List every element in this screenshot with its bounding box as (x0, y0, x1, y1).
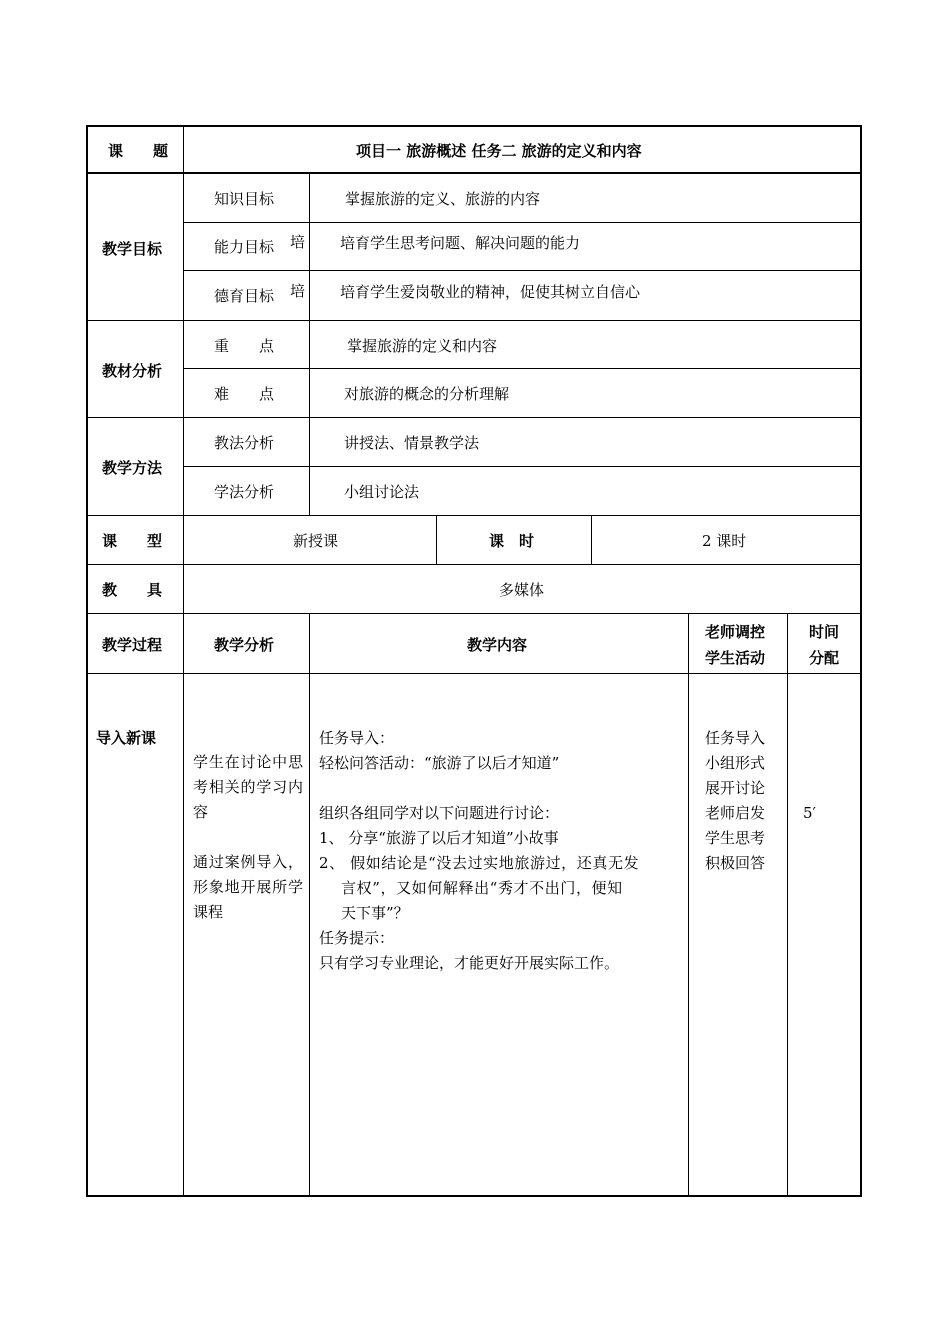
key-point-value: 掌握旅游的定义和内容 (347, 337, 498, 355)
material-label: 教材分析 (102, 362, 163, 380)
ability-goal-value: 培育学生思考问题、解决问题的能力 (340, 234, 581, 252)
ability-goal-stray: 培 (290, 233, 306, 251)
lesson-plan-table (86, 125, 862, 1197)
key-point-label: 重 点 (214, 337, 275, 355)
table-border-left (86, 125, 88, 1197)
content-line: 天下事”？ (341, 904, 409, 922)
goals-label: 教学目标 (102, 240, 163, 258)
lesson-hours-value: 2 课时 (702, 532, 747, 550)
content-line: 组织各组同学对以下问题进行讨论： (319, 804, 560, 822)
teaching-method-value: 讲授法、情景教学法 (344, 434, 480, 452)
activity-line: 积极回答 (705, 854, 766, 872)
row-divider (86, 673, 862, 674)
column-divider (436, 515, 437, 564)
activity-line: 展开讨论 (705, 779, 766, 797)
methods-label: 教学方法 (102, 459, 163, 477)
learning-method-value: 小组讨论法 (344, 483, 420, 501)
row-divider (183, 368, 862, 369)
process-col-analysis: 教学分析 (214, 636, 275, 654)
moral-goal-label: 德育目标 (214, 287, 275, 305)
row-divider (183, 466, 862, 467)
table-border-top (86, 125, 862, 127)
process-col-activity-2: 学生活动 (705, 649, 766, 667)
column-divider (309, 613, 310, 1197)
lesson-type-value: 新授课 (293, 532, 339, 550)
row-divider (183, 270, 862, 271)
process-col-activity-1: 老师调控 (705, 623, 766, 641)
column-divider (183, 125, 184, 1197)
content-line: 言权”，又如何解释出“秀才不出门，便知 (341, 879, 623, 897)
row-divider (86, 515, 862, 516)
process-col-time-1: 时间 (809, 623, 840, 641)
activity-line: 任务导入 (705, 729, 766, 747)
intro-analysis-2: 通过案例导入，形象地开展所学课程 (193, 853, 303, 921)
knowledge-goal-value: 掌握旅游的定义、旅游的内容 (345, 190, 541, 208)
content-line: 2、 假如结论是“没去过实地旅游过，还真无发 (319, 854, 640, 872)
topic-value: 项目一 旅游概述 任务二 旅游的定义和内容 (356, 142, 642, 160)
row-divider (86, 564, 862, 565)
activity-line: 老师启发 (705, 804, 766, 822)
moral-goal-value: 培育学生爱岗敬业的精神，促使其树立自信心 (340, 283, 641, 301)
column-divider (787, 613, 788, 1197)
row-divider (86, 417, 862, 418)
learning-method-label: 学法分析 (214, 483, 275, 501)
column-divider (309, 173, 310, 515)
column-divider (688, 613, 689, 1197)
tools-value: 多媒体 (499, 581, 545, 599)
intro-analysis-1: 学生在讨论中思考相关的学习内容 (193, 753, 303, 821)
content-line: 任务导入： (319, 729, 395, 747)
table-border-bottom (86, 1195, 862, 1197)
teaching-method-label: 教法分析 (214, 434, 275, 452)
process-col-stage: 教学过程 (102, 636, 163, 654)
moral-goal-stray: 培 (290, 282, 306, 300)
content-line: 任务提示： (319, 929, 395, 947)
difficulty-label: 难 点 (214, 385, 275, 403)
activity-line: 小组形式 (705, 754, 766, 772)
ability-goal-label: 能力目标 (214, 238, 275, 256)
row-divider (86, 613, 862, 614)
row-divider (86, 172, 862, 174)
process-col-time-2: 分配 (809, 649, 840, 667)
difficulty-value: 对旅游的概念的分析理解 (344, 385, 510, 403)
process-col-content: 教学内容 (467, 636, 528, 654)
intro-stage: 导入新课 (96, 729, 157, 747)
content-line: 1、 分享“旅游了以后才知道”小故事 (319, 829, 559, 847)
intro-time: 5′ (803, 804, 816, 822)
content-line: 只有学习专业理论，才能更好开展实际工作。 (319, 954, 620, 972)
row-divider (183, 222, 862, 223)
lesson-hours-label: 课 时 (489, 532, 535, 550)
column-divider (591, 515, 592, 564)
lesson-type-label: 课 型 (102, 532, 163, 550)
activity-line: 学生思考 (705, 829, 766, 847)
content-line: 轻松问答活动：“旅游了以后才知道” (319, 754, 560, 772)
row-divider (86, 320, 862, 321)
knowledge-goal-label: 知识目标 (214, 190, 275, 208)
topic-label: 课 题 (108, 142, 169, 160)
tools-label: 教 具 (102, 581, 163, 599)
table-border-right (860, 125, 862, 1197)
